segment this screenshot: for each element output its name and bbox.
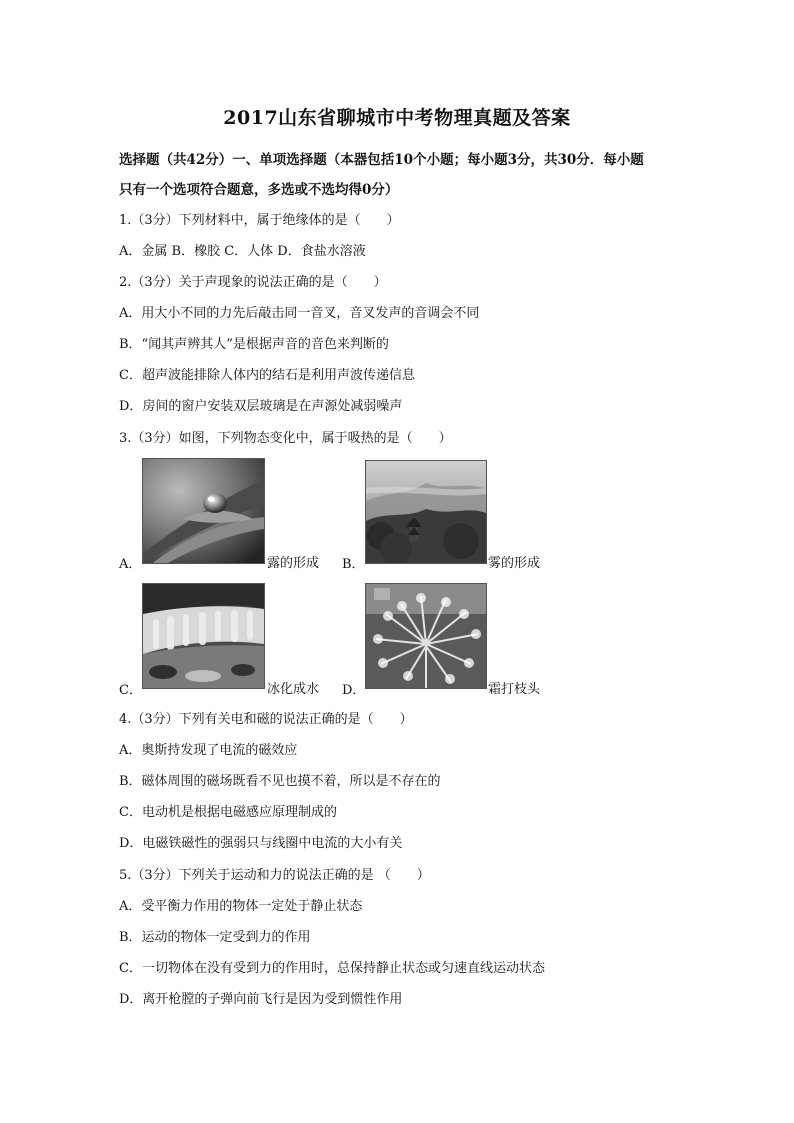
fog-photo [365, 460, 487, 564]
q3-option-d-text: 霜打枝头 [488, 682, 541, 697]
frost-photo [365, 583, 487, 689]
page-title: 2017山东省聊城市中考物理真题及答案 [223, 107, 571, 129]
q5-option-a: A．受平衡力作用的物体一定处于静止状态 [119, 899, 363, 914]
section-instructions-line1: 选择题（共42分）一、单项选择题（本器包括10个小题；每小题3分，共30分．每小题 [119, 152, 644, 168]
q1-stem: 1.（3分）下列材料中，属于绝缘体的是（ ） [119, 213, 400, 228]
dew-photo [142, 458, 265, 564]
q2-option-d: D．房间的窗户安装双层玻璃是在声源处减弱噪声 [119, 399, 403, 414]
melting-ice-photo [142, 583, 265, 689]
q4-option-b: B．磁体周围的磁场既看不见也摸不着，所以是不存在的 [119, 774, 441, 789]
q3-option-c-text: 冰化成水 [267, 682, 320, 697]
q2-option-b: B．“闻其声辨其人”是根据声音的音色来判断的 [119, 337, 389, 352]
q2-option-c: C．超声波能排除人体内的结石是利用声波传递信息 [119, 368, 415, 383]
q4-stem: 4.（3分）下列有关电和磁的说法正确的是（ ） [119, 712, 413, 727]
q5-option-b: B．运动的物体一定受到力的作用 [119, 930, 311, 945]
section-instructions-line2: 只有一个选项符合题意，多选或不选均得0分） [119, 182, 399, 198]
q5-option-d: D．离开枪膛的子弹向前飞行是因为受到惯性作用 [119, 992, 403, 1007]
q4-option-a: A．奥斯持发现了电流的磁效应 [119, 743, 298, 758]
q3-option-d-letter: D． [342, 683, 366, 698]
q2-stem: 2.（3分）关于声现象的说法正确的是（ ） [119, 275, 387, 290]
q3-option-a-letter: A． [119, 557, 142, 572]
q4-option-c: C．电动机是根据电磁感应原理制成的 [119, 805, 337, 820]
q3-stem: 3.（3分）如图，下列物态变化中，属于吸热的是（ ） [119, 431, 452, 446]
q5-stem: 5.（3分）下列关于运动和力的说法正确的是 （ ） [119, 868, 430, 883]
q5-option-c: C．一切物体在没有受到力的作用时，总保持静止状态或匀速直线运动状态 [119, 961, 545, 976]
q3-option-b-text: 雾的形成 [488, 556, 541, 571]
q2-option-a: A．用大小不同的力先后敲击同一音叉，音叉发声的音调会不同 [119, 306, 480, 321]
q1-options: A．金属 B．橡胶 C．人体 D．食盐水溶液 [119, 244, 366, 259]
q3-option-a-text: 露的形成 [267, 556, 320, 571]
q3-option-c-letter: C． [119, 683, 142, 698]
q4-option-d: D．电磁铁磁性的强弱只与线圈中电流的大小有关 [119, 836, 403, 851]
q3-option-b-letter: B． [342, 557, 365, 572]
